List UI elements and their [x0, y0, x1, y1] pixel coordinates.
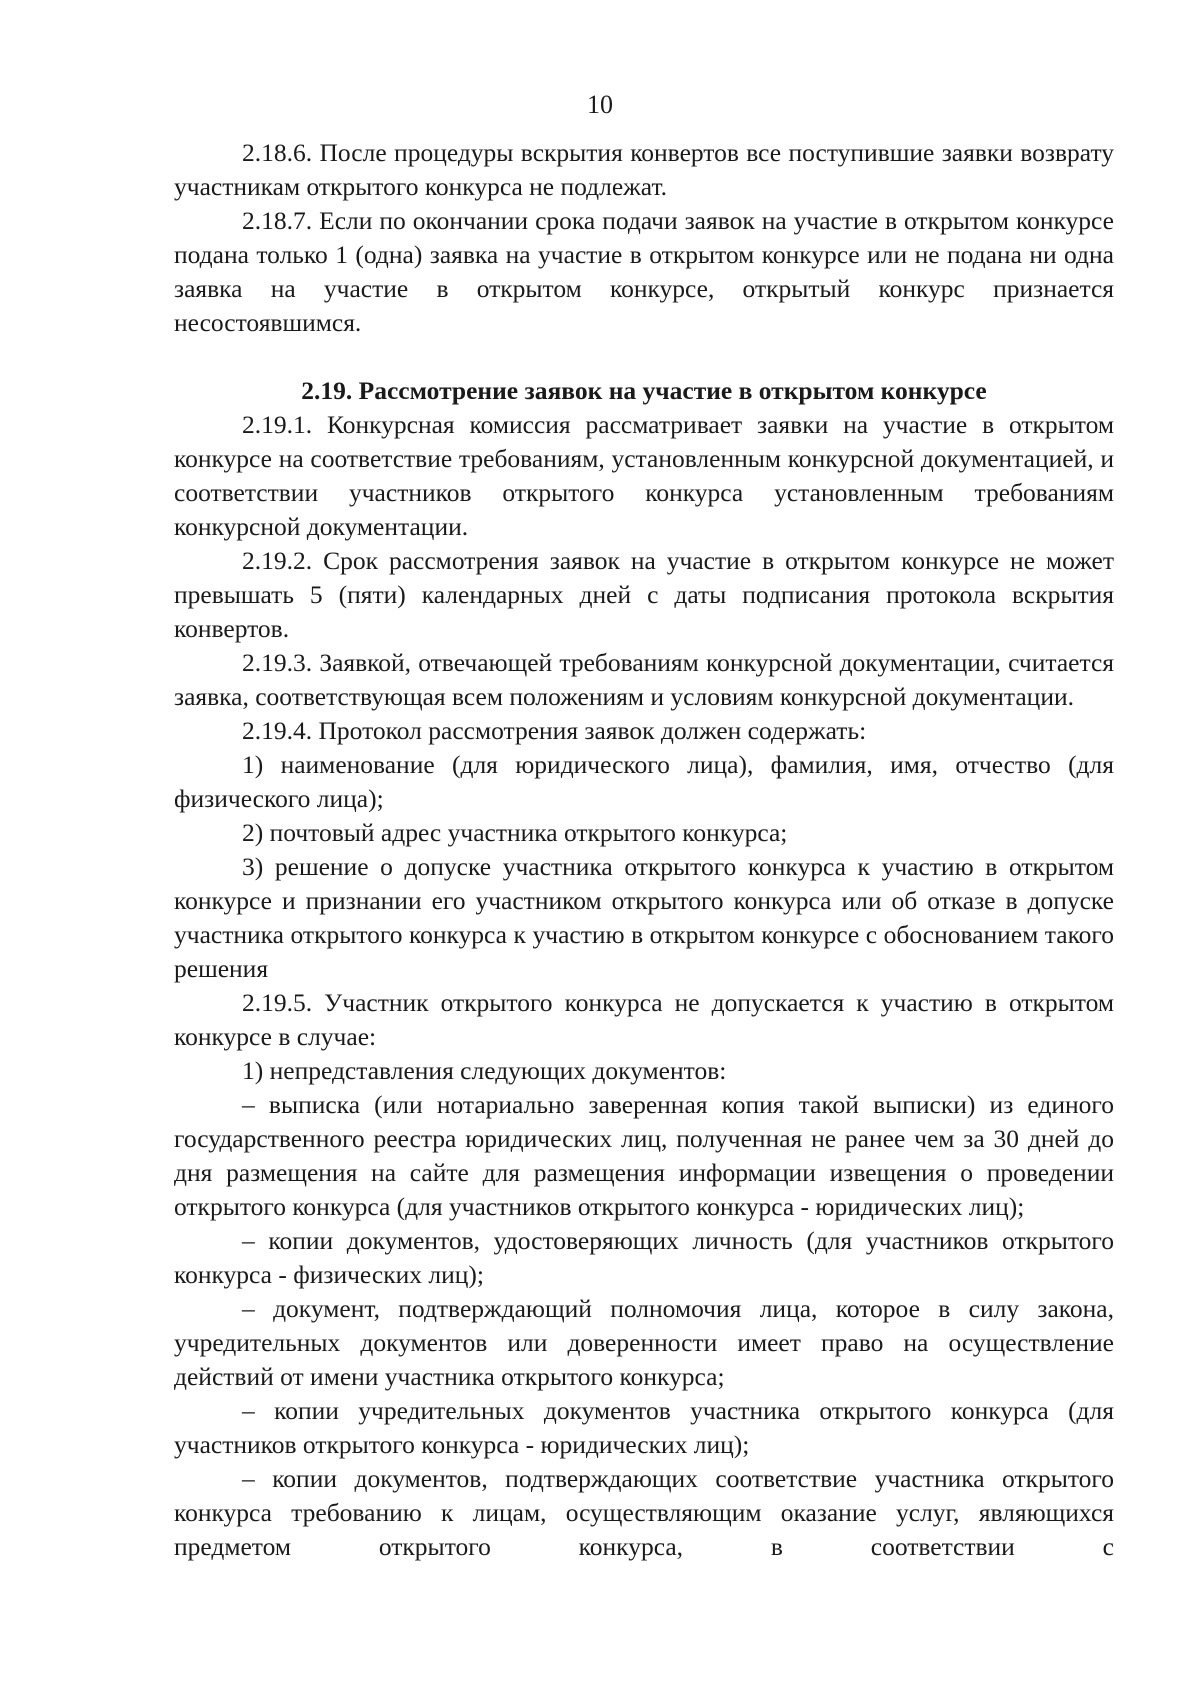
dash-item-extract: – выписка (или нотариально заверенная копия такой выписки) из единого государственного реестра юридических лиц, полученная не ранее чем за 30 дней до дня размещения на сайте для размещения информации извещения о проведении открытого конкурса (для участников открытого конкурса - юридических лиц);: [174, 1090, 1114, 1221]
dash-item-identity-copies: – копии документов, удостоверяющих личность (для участников открытого конкурса - физических лиц);: [174, 1226, 1114, 1289]
paragraph-2-19-1: 2.19.1. Конкурсная комиссия рассматривает заявки на участие в открытом конкурсе на соответствие требованиям, установленным конкурсной документацией, и соответствии участников открытого конкурса установленным требованиям конкурсной документации.: [174, 410, 1114, 541]
list-item-1-name: 1) наименование (для юридического лица), фамилия, имя, отчество (для физического лица);: [174, 750, 1114, 813]
page-number: 10: [587, 90, 613, 119]
dash-item-authority-document: – документ, подтверждающий полномочия лица, которое в силу закона, учредительных документов или доверенности имеет право на осуществление действий от имени участника открытого конкурса;: [174, 1294, 1114, 1391]
list-item-3-decision: 3) решение о допуске участника открытого конкурса к участию в открытом конкурсе и признании его участником открытого конкурса или об отказе в допуске участника открытого конкурса к участию в открытом конкурсе с обоснованием такого решения: [174, 852, 1114, 983]
list-item-2-address: 2) почтовый адрес участника открытого конкурса;: [242, 818, 788, 847]
paragraph-2-19-4: 2.19.4. Протокол рассмотрения заявок должен содержать:: [242, 716, 867, 745]
dash-item-founding-documents: – копии учредительных документов участника открытого конкурса (для участников открытого конкурса - юридических лиц);: [174, 1396, 1114, 1459]
paragraph-2-19-3: 2.19.3. Заявкой, отвечающей требованиям конкурсной документации, считается заявка, соответствующая всем положениям и условиям конкурсной документации.: [174, 648, 1114, 711]
section-heading-2-19: 2.19. Рассмотрение заявок на участие в открытом конкурсе: [301, 376, 987, 405]
paragraph-2-19-2: 2.19.2. Срок рассмотрения заявок на участие в открытом конкурсе не может превышать 5 (пяти) календарных дней с даты подписания протокола вскрытия конвертов.: [174, 546, 1114, 643]
document-body: [174, 136, 1114, 1564]
paragraph-2-19-5: 2.19.5. Участник открытого конкурса не допускается к участию в открытом конкурсе в случае:: [174, 988, 1114, 1051]
dash-item-compliance-documents: – копии документов, подтверждающих соответствие участника открытого конкурса требованию к лицам, осуществляющим оказание услуг, являющихся предметом открытого конкурса, в соответствии с: [174, 1464, 1114, 1561]
list-item-1-documents: 1) непредставления следующих документов:: [242, 1056, 727, 1085]
paragraph-2-18-6: 2.18.6. После процедуры вскрытия конвертов все поступившие заявки возврату участникам открытого конкурса не подлежат.: [174, 138, 1114, 201]
paragraph-2-18-7: 2.18.7. Если по окончании срока подачи заявок на участие в открытом конкурсе подана только 1 (одна) заявка на участие в открытом конкурсе или не подана ни одна заявка на участие в открытом конкурсе, открытый конкурс признается несостоявшимся.: [174, 206, 1114, 337]
